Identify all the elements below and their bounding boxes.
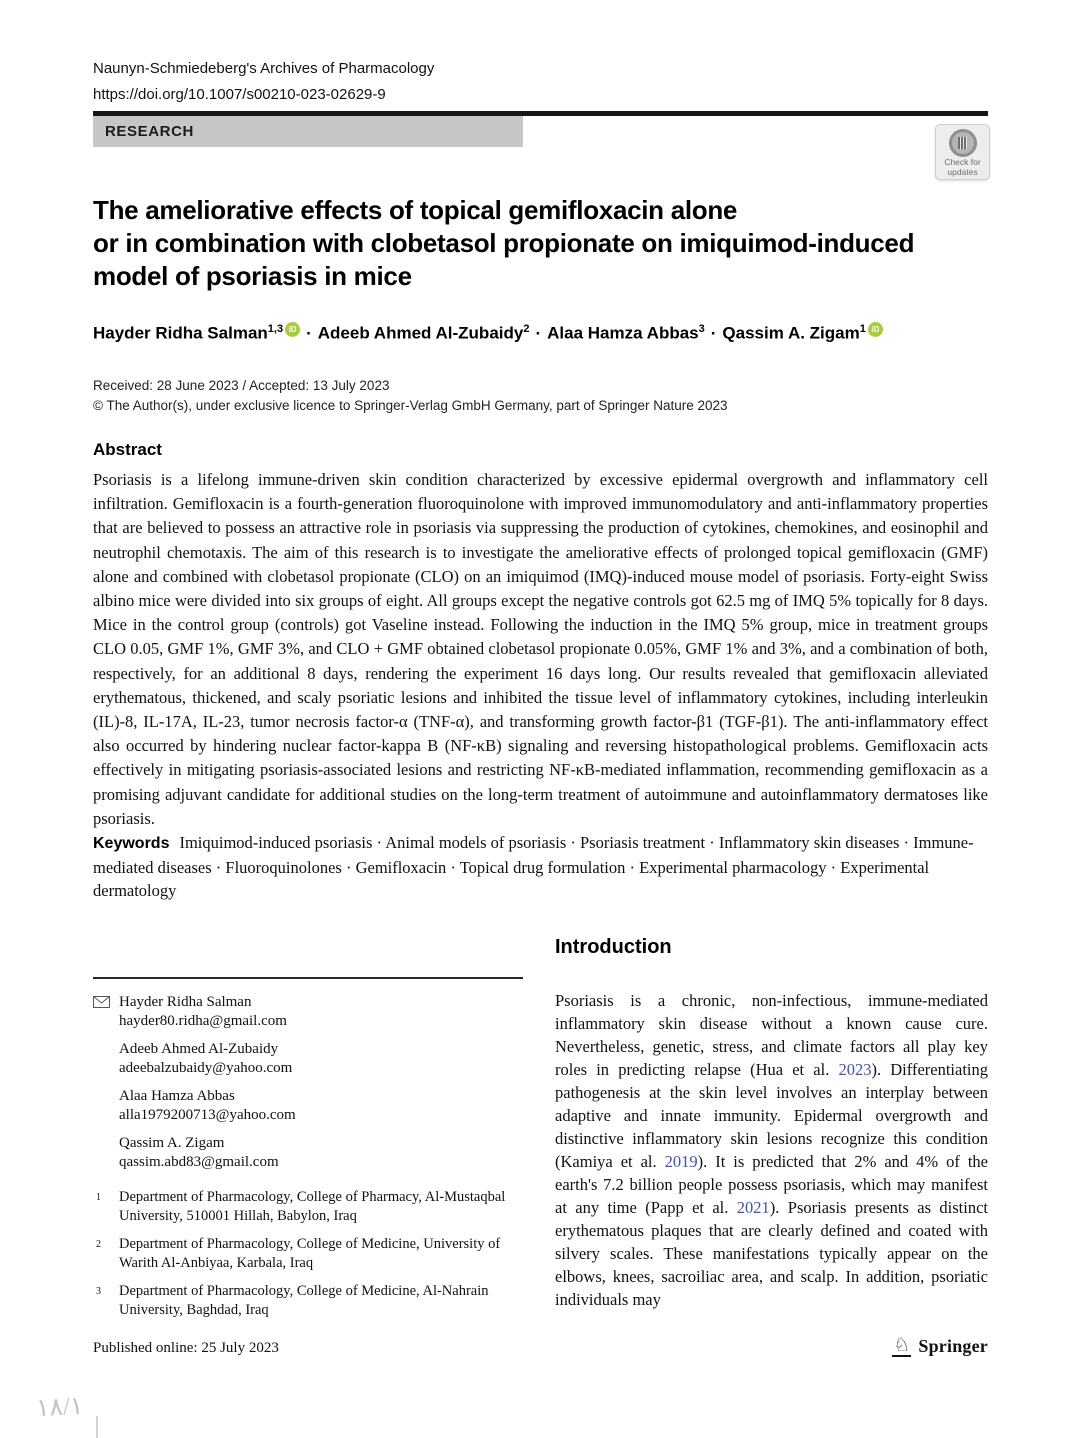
author-name: Qassim A. Zigam: [722, 323, 860, 343]
contact-name: Hayder Ridha Salman: [119, 994, 252, 1010]
author-separator: ·: [710, 323, 717, 343]
abstract-body: Psoriasis is a lifelong immune-driven skin condition characterized by excessive epidermal overgrowth and inflammatory cell infiltration. Gemifloxacin is a fourth-generation fluoroquinolone with improved immunomodulatory and anti-inflammatory properties that are believed to possess an attractive role in psoriasis via suppressing the production of cytokines, chemokines, and eosinophil and neutrophil chemotaxis. The aim of this research is to investigate the ameliorative effects of prolonged topical gemifloxacin (GMF) alone and combined with clobetasol propionate (CLO) on an imiquimod (IMQ)-induced mouse model of psoriasis. Forty-eight Swiss albino mice were divided into six groups of eight. All groups except the negative controls got 62.5 mg of IMQ 5% topically for 8 days. Mice in the control group (controls) got Vaseline instead. Following the induction in the IMQ 5% group, mice in treatment groups CLO 0.05, GMF 1%, GMF 3%, and CLO + GMF obtained clobetasol propionate 0.05%, GMF 1% and 3%, and a combination of both, respectively, for an additional 8 days, rendering the experiment 16 days long. Our results revealed that gemifloxacin alleviated erythematous, thickened, and scaly psoriatic lesions and inhibited the tissue level of inflammatory cytokines, including interleukin (IL)-8, IL-17A, IL-23, tumor necrosis factor-α (TNF-α), and transforming growth factor-β1 (TGF-β1). The anti-inflammatory effect also occurred by hindering nuclear factor-kappa B (NF-κB) signaling and reversing histopathological problems. Gemifloxacin acts effectively in mitigating psoriasis-associated lesions and restricting NF-κB-mediated inflammation, recommending gemifloxacin as a promising adjuvant candidate for additional studies on the long-term treatment of autoimmune and autoinflammatory dermatoses like psoriasis.: [93, 470, 988, 828]
author-separator: ·: [306, 323, 312, 343]
springer-wordmark: Springer: [918, 1336, 988, 1356]
contact-email[interactable]: alla1979200713@yahoo.com: [119, 1107, 296, 1123]
intro-text: ). Differentiating pathogenesis at the skin level involves an interplay between adaptive and innate immunity. Epidermal overgrowth and distinctive inflammatory skin lesions recognize this condition (Kamiya et al.: [555, 1060, 988, 1171]
contact-name: Adeeb Ahmed Al-Zubaidy: [119, 1041, 279, 1057]
author-affiliation-sup: 1,3: [267, 323, 284, 335]
affiliation-number: 3: [96, 1286, 101, 1297]
published-online-line: Published online: 25 July 2023: [93, 1340, 279, 1356]
contact-name: Qassim A. Zigam: [119, 1135, 225, 1151]
doi-text: https://doi.org/10.1007/s00210-023-02629-9: [93, 86, 386, 103]
paper-title-line1: The ameliorative effects of topical gemifloxacin alone: [93, 195, 738, 225]
contact-email[interactable]: qassim.abd83@gmail.com: [119, 1154, 279, 1170]
affiliation-text: Department of Pharmacology, College of Pharmacy, Al-Mustaqbal University, 510001 Hillah, Babylon, Iraq: [119, 1189, 506, 1224]
handwritten-page-mark: ١٨/١: [35, 1392, 84, 1423]
contact-entry: [93, 1134, 523, 1172]
affiliation-entry: [93, 1282, 523, 1320]
keywords-label: Keywords: [93, 835, 170, 852]
author-name: Adeeb Ahmed Al-Zubaidy: [317, 323, 524, 343]
abstract-heading: Abstract: [93, 440, 162, 459]
check-for-updates-button[interactable]: [935, 124, 990, 180]
author-separator: ·: [535, 323, 542, 343]
author-name: Alaa Hamza Abbas: [547, 323, 699, 343]
citation-link[interactable]: 2023: [838, 1060, 872, 1079]
paper-title-line3: model of psoriasis in mice: [93, 261, 412, 291]
paper-title-line2: or in combination with clobetasol propionate on imiquimod-induced: [93, 228, 915, 258]
introduction-heading: Introduction: [555, 936, 672, 958]
crossmark-icon: [949, 129, 977, 157]
research-banner-label: RESEARCH: [105, 123, 194, 140]
article-dates: [93, 376, 988, 416]
intro-text: ). Psoriasis presents as distinct erythematous plaques that are clearly defined and coated with silvery scales. These manifestations typically appear on the elbows, knees, sacroiliac area, and scalp. In addition, psoriatic individuals may: [555, 1198, 988, 1309]
springer-logo: [892, 1336, 988, 1357]
contact-email[interactable]: hayder80.ridha@gmail.com: [119, 1013, 287, 1029]
author-affiliation-sup: 3: [698, 323, 705, 335]
intro-text: ). It is predicted that 2% and 4% of the earth's 7.2 billion people possess psoriasis, which may manifest at any time (Papp et al.: [555, 1152, 989, 1217]
orcid-icon[interactable]: iD: [868, 322, 883, 337]
copyright-line: © The Author(s), under exclusive licence to Springer-Verlag GmbH Germany, part of Springer Nature 2023: [93, 398, 728, 413]
scan-artifact-line: [96, 1416, 98, 1438]
keywords-block: [93, 831, 988, 903]
affiliation-text: Department of Pharmacology, College of Medicine, Al-Nahrain University, Baghdad, Iraq: [119, 1283, 489, 1318]
research-banner: [93, 116, 523, 147]
author-affiliation-sup: 1: [859, 323, 866, 335]
orcid-icon[interactable]: iD: [285, 322, 300, 337]
affiliation-entry: [93, 1188, 523, 1226]
affiliation-number: 2: [96, 1239, 101, 1250]
citation-link[interactable]: 2019: [664, 1152, 698, 1171]
check-for-updates-label: Check for updates: [944, 157, 981, 177]
affiliation-text: Department of Pharmacology, College of Medicine, University of Warith Al-Anbiyaa, Karbala, Iraq: [119, 1236, 501, 1271]
keywords-text: Imiquimod-induced psoriasis · Animal models of psoriasis · Psoriasis treatment · Inflammatory skin diseases · Immune-mediated diseases · Fluoroquinolones · Gemifloxacin · Topical drug formulation · Experimental pharmacology · Experimental dermatology: [93, 833, 974, 900]
citation-link[interactable]: 2021: [736, 1198, 770, 1217]
author-name: Hayder Ridha Salman: [93, 323, 268, 343]
contact-list: [93, 993, 523, 1172]
paper-title: [93, 194, 993, 293]
journal-title: Naunyn-Schmiedeberg's Archives of Pharmacology: [93, 60, 435, 77]
author-list: [93, 322, 988, 344]
contact-entry: [93, 1087, 523, 1125]
front-matter-column: [93, 977, 523, 1329]
contact-entry: [93, 993, 523, 1031]
intro-text: Psoriasis is a chronic, non-infectious, immune-mediated inflammatory skin disease without a known cause cure. Nevertheless, genetic, stress, and climate factors all play key roles in predicting relapse (Hua et al.: [555, 991, 988, 1079]
contact-email[interactable]: adeebalzubaidy@yahoo.com: [119, 1060, 293, 1076]
introduction-paragraph: [555, 989, 988, 1311]
envelope-icon: [93, 995, 110, 1014]
received-accepted-line: Received: 28 June 2023 / Accepted: 13 July 2023: [93, 378, 390, 393]
author-affiliation-sup: 2: [523, 323, 530, 335]
springer-knight-icon: ♘: [893, 1334, 911, 1356]
front-matter-divider: [93, 977, 523, 979]
affiliation-entry: [93, 1235, 523, 1273]
introduction-column: [555, 936, 988, 1311]
contact-name: Alaa Hamza Abbas: [119, 1088, 235, 1104]
affiliation-list: [93, 1188, 523, 1320]
affiliation-number: 1: [96, 1192, 101, 1203]
contact-entry: [93, 1040, 523, 1078]
